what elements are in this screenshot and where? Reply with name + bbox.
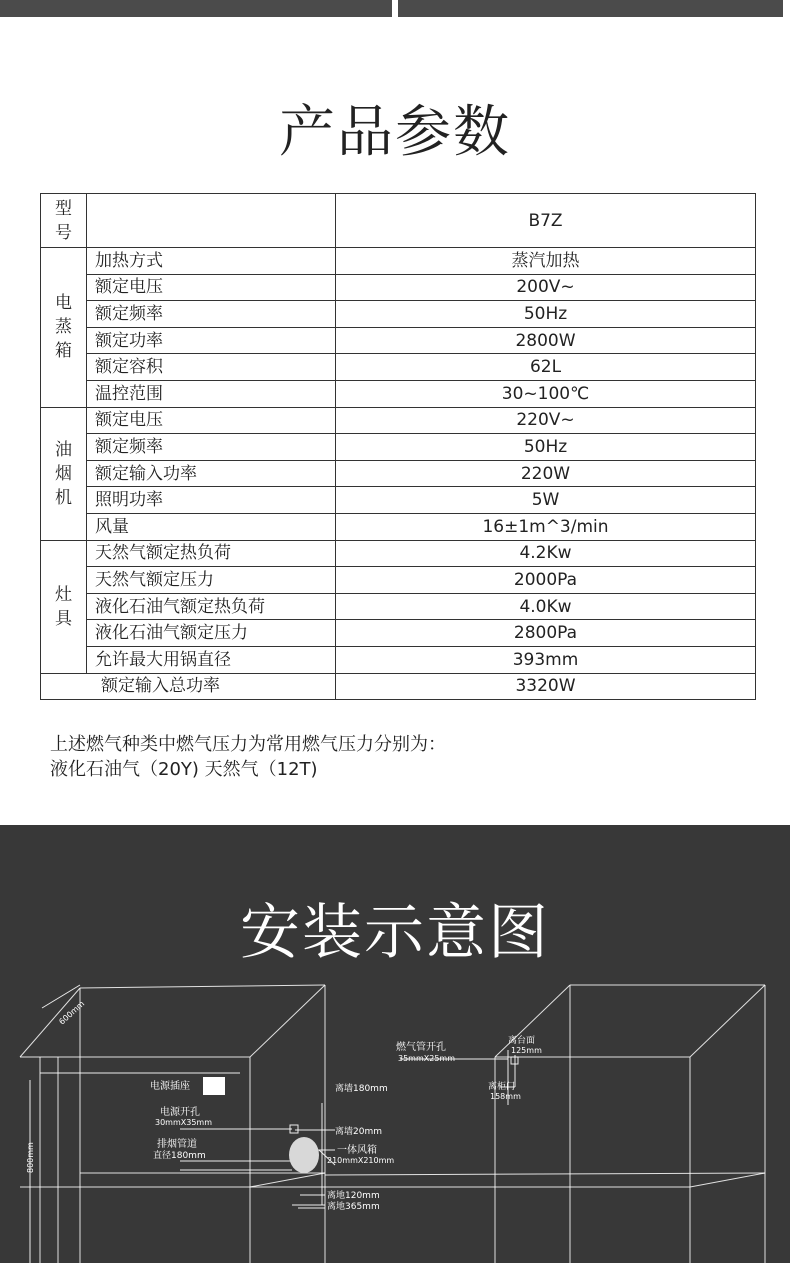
power-hole-label: 电源开孔 — [160, 1107, 200, 1118]
row-label: 照明功率 — [87, 487, 336, 514]
countertop-label: 离台面 — [508, 1036, 536, 1046]
table-row — [41, 407, 756, 434]
row-value: 62L — [336, 354, 756, 381]
fan-box-size: 210mmX210mm — [327, 1156, 395, 1165]
row-label: 天然气额定压力 — [87, 567, 336, 594]
row-label: 额定功率 — [87, 327, 336, 354]
row-value: 200V~ — [336, 274, 756, 301]
power-hole-size: 30mmX35mm — [155, 1118, 213, 1127]
model-value: B7Z — [336, 194, 756, 248]
row-label: 液化石油气额定压力 — [87, 620, 336, 647]
note — [50, 732, 446, 782]
wall-180-label: 离墙180mm — [335, 1084, 388, 1094]
table-row — [41, 248, 756, 275]
height-label: 800mm — [26, 1142, 35, 1173]
row-value: 2000Pa — [336, 567, 756, 594]
row-value: 50Hz — [336, 301, 756, 328]
model-empty-cell — [87, 194, 336, 248]
row-value: 4.0Kw — [336, 593, 756, 620]
table-row — [41, 354, 756, 381]
floor-120-label: 离地120mm — [327, 1191, 380, 1201]
table-row — [41, 380, 756, 407]
row-label: 允许最大用锅直径 — [87, 646, 336, 673]
table-row — [41, 460, 756, 487]
table-row — [41, 567, 756, 594]
total-value: 3320W — [336, 673, 756, 700]
section-title-params: 产品参数 — [279, 100, 511, 165]
row-value: 5W — [336, 487, 756, 514]
row-value: 220W — [336, 460, 756, 487]
table-row — [41, 274, 756, 301]
spec-table — [40, 193, 756, 700]
group-label: 电 蒸 箱 — [41, 248, 87, 408]
model-label: 型 号 — [41, 194, 87, 248]
section-title-install: 安装示意图 — [240, 898, 550, 968]
fan-box-label: 一体风箱 — [337, 1145, 377, 1156]
top-strip — [0, 0, 790, 22]
row-label: 额定频率 — [87, 434, 336, 461]
leader-lines — [30, 985, 515, 1263]
total-label: 额定输入总功率 — [41, 673, 336, 700]
diagram-labels — [26, 999, 542, 1212]
row-label: 额定输入功率 — [87, 460, 336, 487]
top-bar-right — [398, 0, 783, 17]
row-value: 220V~ — [336, 407, 756, 434]
row-value: 4.2Kw — [336, 540, 756, 567]
exhaust-size: 直径180mm — [153, 1151, 206, 1161]
row-label: 额定电压 — [87, 407, 336, 434]
socket-label: 电源插座 — [150, 1081, 190, 1092]
wall-20-label: 离墙20mm — [335, 1127, 382, 1137]
table-row — [41, 620, 756, 647]
total-row — [41, 673, 756, 700]
row-value: 16±1m^3/min — [336, 513, 756, 540]
row-label: 液化石油气额定热负荷 — [87, 593, 336, 620]
row-value: 30~100℃ — [336, 380, 756, 407]
row-label: 加热方式 — [87, 248, 336, 275]
top-bar-left — [0, 0, 392, 17]
install-diagram — [0, 825, 790, 1263]
socket-box — [203, 1077, 225, 1095]
table-row — [41, 434, 756, 461]
table-row — [41, 513, 756, 540]
row-label: 天然气额定热负荷 — [87, 540, 336, 567]
table-row — [41, 646, 756, 673]
table-row — [41, 593, 756, 620]
depth-label: 600mm — [57, 999, 87, 1027]
group-label: 灶 具 — [41, 540, 87, 673]
countertop-value: 125mm — [511, 1046, 542, 1055]
cabinet-door-label: 离柜门 — [488, 1082, 516, 1092]
group-label: 油 烟 机 — [41, 407, 87, 540]
gas-pipe-size: 35mmX25mm — [398, 1054, 456, 1063]
note-line-1: 上述燃气种类中燃气压力为常用燃气压力分别为： — [50, 734, 446, 755]
row-value: 2800Pa — [336, 620, 756, 647]
exhaust-duct — [289, 1137, 319, 1173]
note-line-2: 液化石油气（20Y) 天然气（12T) — [50, 759, 318, 780]
right-cabinet — [250, 985, 765, 1263]
floor-365-label: 离地365mm — [327, 1202, 380, 1212]
table-row — [41, 487, 756, 514]
table-row — [41, 540, 756, 567]
row-value: 50Hz — [336, 434, 756, 461]
row-value: 蒸汽加热 — [336, 248, 756, 275]
table-row — [41, 327, 756, 354]
exhaust-label: 排烟管道 — [157, 1139, 197, 1150]
row-label: 额定电压 — [87, 274, 336, 301]
model-row — [41, 194, 756, 248]
row-value: 393mm — [336, 646, 756, 673]
cabinet-door-value: 158mm — [490, 1092, 521, 1101]
row-label: 额定容积 — [87, 354, 336, 381]
gas-pipe-label: 燃气管开孔 — [396, 1042, 446, 1053]
row-value: 2800W — [336, 327, 756, 354]
row-label: 风量 — [87, 513, 336, 540]
row-label: 温控范围 — [87, 380, 336, 407]
table-row — [41, 301, 756, 328]
row-label: 额定频率 — [87, 301, 336, 328]
